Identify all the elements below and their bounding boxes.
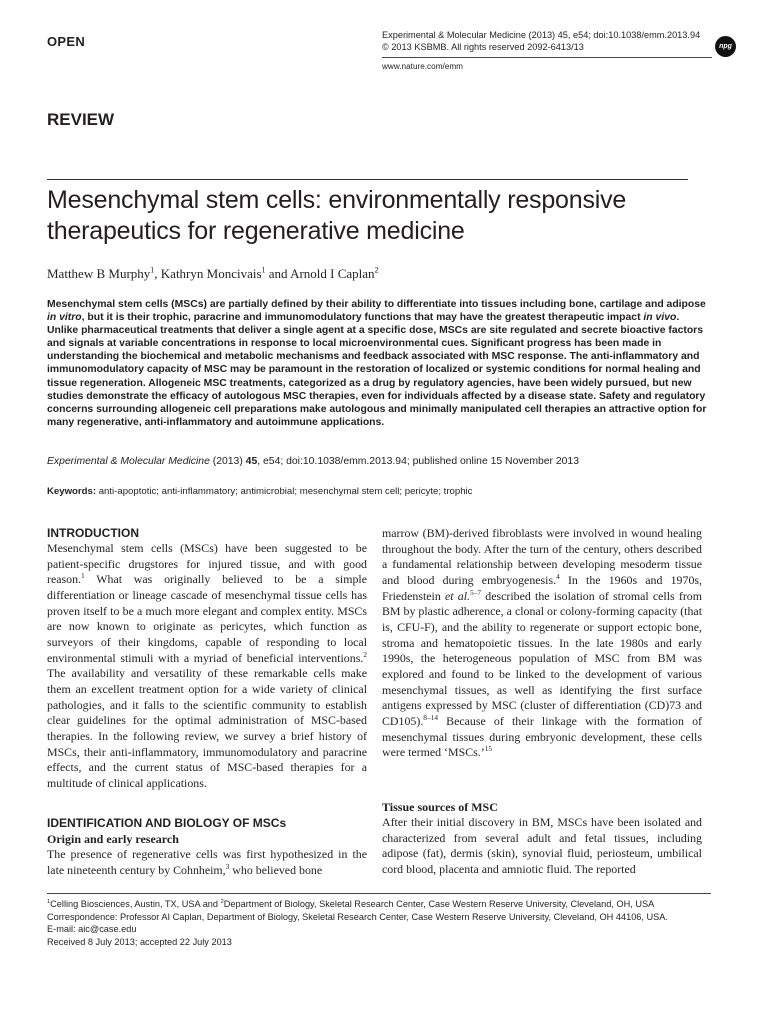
keywords-label: Keywords: (47, 486, 97, 497)
title-divider (47, 179, 688, 180)
abstract-text: Mesenchymal stem cells (MSCs) are partially defined by their ability to differentiate into tissues including bone, cartilage and adipose (47, 299, 706, 310)
section-label: REVIEW (47, 110, 115, 129)
reference-marker[interactable]: 2 (363, 649, 367, 659)
body-text: described the isolation of stromal cells from BM by plastic adherence, a clonal or colony-forming capacity (that is, CFU-F), and the ability to regenerate or support ectopic bone, stroma and hematopoietic tissues. In the late 1980s and early 1990s, the heterogeneous population of MSC from BM was explored and found to be linked to the development of various mesenchymal tissues, as well as identifying the first surface antigens expressed by MSC (cluster of differentiation (CD)73 and CD105). (382, 588, 702, 728)
citation-journal: Experimental & Molecular Medicine (47, 456, 210, 467)
reference-marker[interactable]: 3 (225, 861, 230, 871)
affiliations (47, 898, 711, 911)
correspondence: Correspondence: Professor AI Caplan, Department of Biology, Skeletal Research Center, Case Western Reserve University, Cleveland, OH 44106, USA. (47, 911, 668, 922)
journal-website[interactable]: www.nature.com/emm (382, 62, 463, 71)
reference-marker[interactable]: 1 (81, 571, 85, 581)
origin-text (47, 847, 367, 878)
body-text: In the 1960s and 1970s, Friedenstein (382, 572, 702, 603)
received-dates: Received 8 July 2013; accepted 22 July 2013 (47, 936, 232, 947)
reference-marker[interactable]: 8–14 (423, 712, 439, 722)
subsection-heading-origin: Origin and early research (47, 832, 179, 846)
abstract-italic: in vivo (643, 312, 677, 324)
article-title: Mesenchymal stem cells: environmentally responsive therapeutics for regenerative medicine (47, 186, 627, 245)
abstract-italic: in vitro (47, 312, 82, 324)
right-column-text (382, 526, 702, 761)
reference-marker[interactable]: 4 (556, 572, 560, 581)
affiliation-marker: 2 (220, 898, 224, 905)
abstract (47, 298, 711, 429)
affiliation-marker: 1 (261, 265, 266, 275)
footnote-divider (47, 893, 711, 894)
author-name: Arnold I Caplan (290, 266, 375, 281)
affiliation-text: Department of Biology, Skeletal Research Center, Case Western Reserve University, Cleveland, OH, USA (223, 899, 655, 909)
header-divider (382, 57, 712, 58)
body-text: Mesenchymal stem cells (MSCs) have been suggested to be patient-specific drugstores for injured tissue, and with good reason. (47, 541, 367, 587)
journal-citation-line: Experimental & Molecular Medicine (2013) 45, e54; doi:10.1038/emm.2013.94 (382, 30, 701, 40)
affiliation-marker: 1 (47, 898, 51, 905)
body-text: What was originally believed to be a simple differentiation or lineage cascade of mesenchymal tissue cells has proven itself to be a much more elegant and complex entity. MSCs are now known to originate as pericytes, which function as surveyors of their kingdoms, capable of responding to local environmental stimuli with a myriad of beneficial interventions. (47, 572, 367, 665)
body-text: The presence of regenerative cells was first hypothesized in the late nineteenth century by Cohnheim, (47, 847, 367, 877)
journal-header (382, 30, 712, 53)
subsection-heading-tissue-sources: Tissue sources of MSC (382, 800, 498, 814)
citation-volume: 45 (245, 456, 258, 467)
body-text: marrow (BM)-derived fibroblasts were involved in wound healing throughout the body. After the turn of the century, others described a fundamental relationship between developing mesoderm tissue and blood during embryogenesis. (382, 526, 702, 587)
copyright-line: © 2013 KSBMB. All rights reserved 2092-6413/13 (382, 41, 584, 52)
citation-year: (2013) (209, 456, 246, 467)
email-link[interactable]: E-mail: aic@case.edu (47, 924, 137, 935)
tissue-sources-text: After their initial discovery in BM, MSCs have been isolated and characterized from several adult and fetal tissues, including adipose (fat), dermis (skin), synovial fluid, periosteum, umbilical cord blood, placenta and amniotic fluid. The reported (382, 815, 702, 876)
body-italic: et al. (444, 588, 470, 603)
npg-logo: npg (715, 36, 736, 57)
body-text: The availability and versatility of these remarkable cells make them an excellent treatment option for a wide variety of clinical pathologies, and it falls to the scientific community to establish clear guidelines for the optimal administration of MSC-based therapies. In the following review, we survey a brief history of MSCs, their anti-inflammatory, immunomodulatory and paracrine effects, and the current status of MSC-based therapies for a multitude of clinical applications. (47, 666, 367, 790)
body-text: Because of their linkage with the formation of mesenchymal tissues during embryonic development, these cells were termed ‘MSCs.’ (382, 713, 702, 760)
affiliation-text: Celling Biosciences, Austin, TX, USA and (50, 899, 221, 909)
keywords-list: anti-apoptotic; anti-inflammatory; antimicrobial; mesenchymal stem cell; pericyte; trophic (96, 486, 473, 497)
keywords (47, 485, 711, 498)
body-text: who believed bone (229, 862, 323, 877)
article-citation (47, 455, 711, 468)
section-heading-identification: IDENTIFICATION AND BIOLOGY OF MSCs (47, 816, 287, 830)
affiliation-marker: 1 (150, 265, 155, 275)
author-list: Matthew B Murphy$^1$, Kathryn Moncivais$^1$ and Arnold I Caplan$^2$ (47, 265, 379, 281)
section-heading-introduction: INTRODUCTION (47, 526, 139, 540)
footnotes (47, 898, 711, 948)
author-name: Matthew B Murphy (47, 266, 151, 281)
affiliation-marker: 2 (374, 265, 379, 275)
author-name: Kathryn Moncivais (160, 266, 262, 281)
abstract-text: , but it is their trophic, paracrine and immunomodulatory functions that may have the greatest therapeutic impact (81, 312, 644, 324)
introduction-text (47, 541, 367, 792)
reference-marker[interactable]: 15 (484, 744, 493, 754)
open-access-label: OPEN (47, 34, 86, 49)
citation-details: , e54; doi:10.1038/emm.2013.94; published online 15 November 2013 (257, 456, 579, 467)
reference-marker[interactable]: 5–7 (470, 587, 482, 597)
abstract-text: . Unlike pharmaceutical treatments that deliver a single agent at a specific dose, MSCs are site regulated and secrete bioactive factors and signals at variable concentrations in response to local microenvironmental cues. Significant progress has been made in understanding the biochemical and metabolic mechanisms and feedback associated with MSC response. The anti-inflammatory and immunomodulatory capacity of MSC may be paramount in the restoration of localized or systemic conditions for normal healing and tissue regeneration. Allogeneic MSC treatments, categorized as a drug by regulatory agencies, have been widely pursued, but new studies demonstrate the efficacy of autologous MSC therapies, even for individuals affected by a disease state. Safety and regulatory concerns surrounding allogeneic cell preparations make autologous and minimally manipulated cell therapies an attractive option for many regenerative, anti-inflammatory and autoimmune applications. (47, 312, 707, 428)
